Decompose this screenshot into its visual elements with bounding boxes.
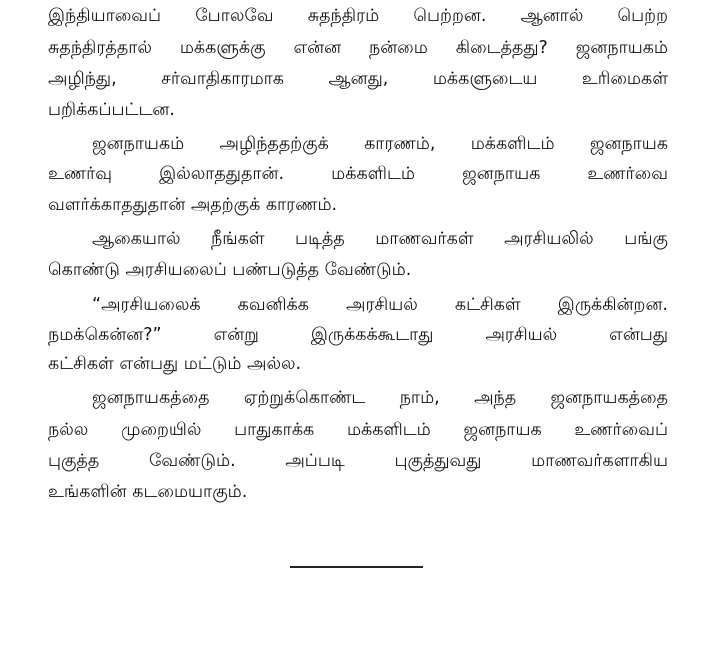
- paragraph-4-line-1: “அரசியலைக் கவனிக்க அரசியல் கட்சிகள் இருக்கின்றன.: [92, 295, 668, 315]
- paragraph-1-line-3: அழிந்து, சர்வாதிகாரமாக ஆனது, மக்களுடைய உரிமைகள்: [48, 69, 668, 89]
- paragraph-3-line-2: கொண்டு அரசியலைப் பண்படுத்த வேண்டும்.: [48, 260, 412, 280]
- paragraph-5-line-2: நல்ல முறையில் பாதுகாக்க மக்களிடம் ஜனநாயக உணர்வைப்: [48, 420, 668, 440]
- paragraph-1-line-2: சுதந்திரத்தால் மக்களுக்கு என்ன நன்மை கிடைத்தது? ஜனநாயகம்: [48, 38, 668, 58]
- paragraph-1-line-4: பறிக்கப்பட்டன.: [48, 100, 175, 120]
- paragraph-2-line-2: உணர்வு இல்லாததுதான். மக்களிடம் ஜனநாயக உணர்வை: [48, 164, 668, 184]
- paragraph-2-line-3: வளர்க்காததுதான் அதற்குக் காரணம்.: [48, 195, 338, 215]
- paragraph-1-line-1: இந்தியாவைப் போலவே சுதந்திரம் பெற்றன. ஆனால் பெற்ற: [48, 6, 668, 26]
- paragraph-4-line-2: நமக்கென்ன?” என்று இருக்கக்கூடாது அரசியல் என்பது: [48, 325, 668, 345]
- paragraph-5-line-1: ஜனநாயகத்தை ஏற்றுக்கொண்ட நாம், அந்த ஜனநாயகத்தை: [92, 388, 668, 408]
- paragraph-3-line-1: ஆகையால் நீங்கள் படித்த மாணவர்கள் அரசியலில் பங்கு: [92, 229, 668, 249]
- paragraph-4-line-3: கட்சிகள் என்பது மட்டும் அல்ல.: [48, 354, 302, 374]
- paragraph-5-line-3: புகுத்த வேண்டும். அப்படி புகுத்துவது மாணவர்களாகிய: [48, 451, 668, 471]
- paragraph-5-line-4: உங்களின் கடமையாகும்.: [48, 482, 248, 502]
- closing-rule: [290, 566, 423, 568]
- paragraph-2-line-1: ஜனநாயகம் அழிந்ததற்குக் காரணம், மக்களிடம் ஜனநாயக: [92, 134, 668, 154]
